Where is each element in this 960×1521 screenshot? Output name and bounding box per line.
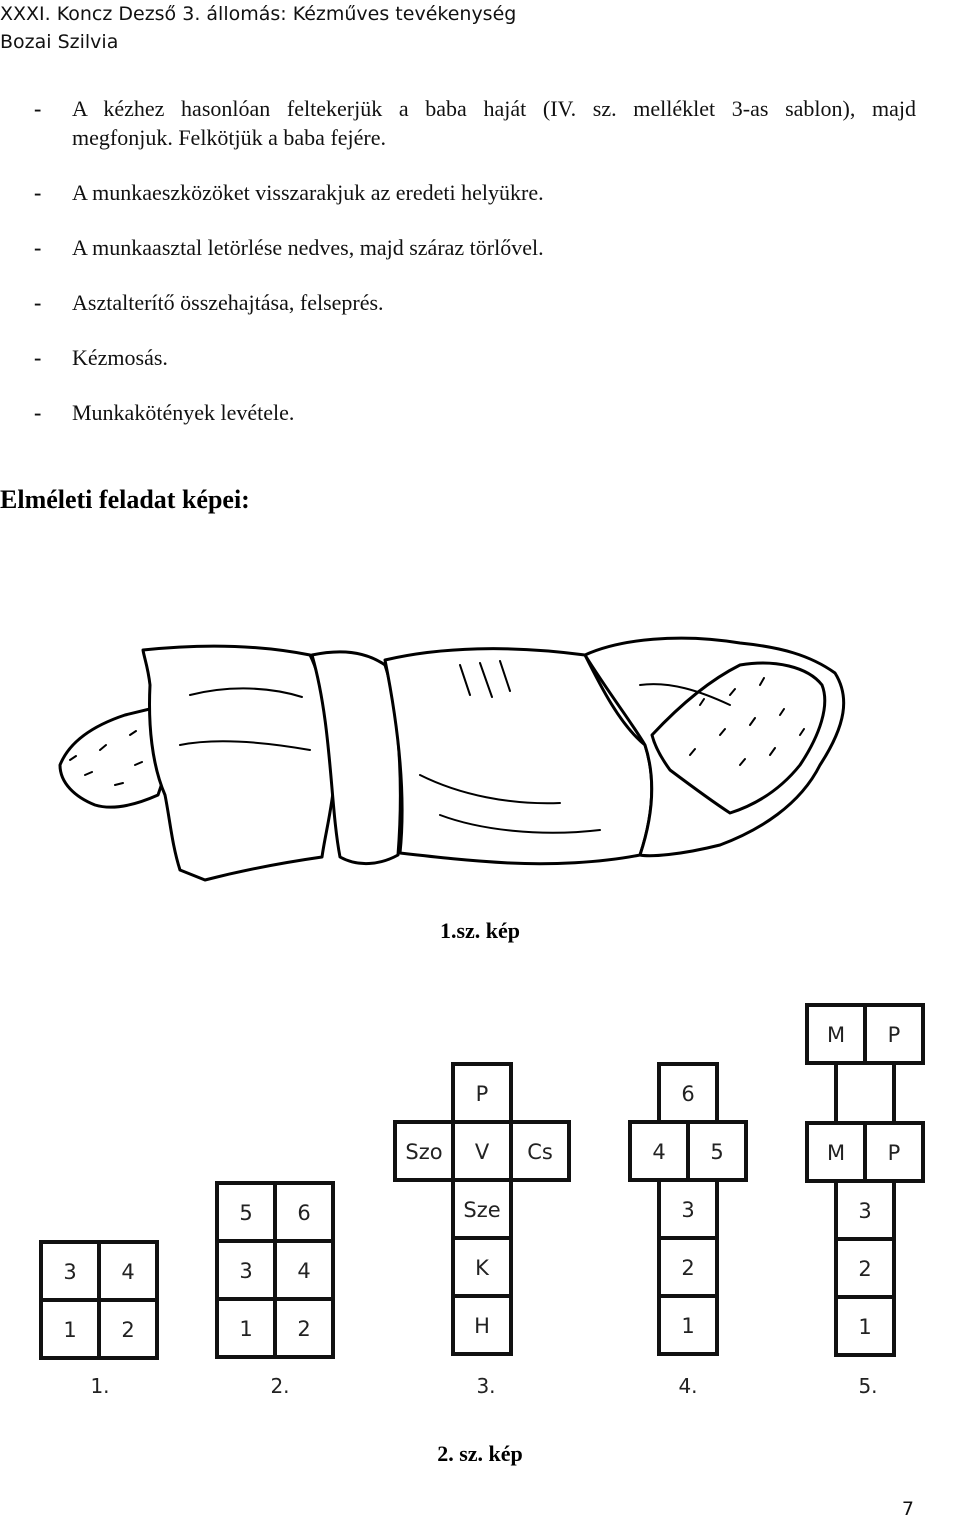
cell-label: 5 bbox=[239, 1201, 253, 1225]
step-text: megfonjuk. Felkötjük a baba fejére. bbox=[72, 125, 387, 150]
bullet-dash: - bbox=[34, 345, 42, 370]
cell-label: Sze bbox=[463, 1198, 501, 1222]
list-item bbox=[34, 94, 916, 152]
step-list bbox=[34, 94, 916, 427]
step-text: Kézmosás. bbox=[72, 345, 168, 370]
figure-2-caption: 2. sz. kép bbox=[437, 1441, 523, 1466]
cell-label: 2 bbox=[681, 1256, 695, 1280]
bullet-dash: - bbox=[34, 235, 42, 260]
bullet-dash: - bbox=[34, 96, 42, 121]
diagram-number: 2. bbox=[270, 1374, 290, 1398]
cell-label: 2 bbox=[297, 1317, 311, 1341]
cell-label: 2 bbox=[121, 1318, 135, 1342]
header-author: Bozai Szilvia bbox=[0, 31, 119, 53]
cell-label: 6 bbox=[681, 1082, 695, 1106]
diagram-number: 3. bbox=[476, 1374, 496, 1398]
section-title: Elméleti feladat képei: bbox=[0, 485, 250, 514]
cell-label: 1 bbox=[63, 1318, 77, 1342]
list-item bbox=[34, 288, 916, 317]
bullet-dash: - bbox=[34, 400, 42, 425]
hopscotch-diagram-5 bbox=[807, 1005, 923, 1398]
hopscotch-diagram-1 bbox=[41, 1242, 157, 1398]
bullet-dash: - bbox=[34, 180, 42, 205]
cell-label: 3 bbox=[858, 1199, 872, 1223]
cell-label: 4 bbox=[121, 1260, 135, 1284]
hopscotch-diagram-2 bbox=[217, 1183, 333, 1398]
header-title: XXXI. Koncz Dezső 3. állomás: Kézműves tevékenység bbox=[0, 3, 517, 25]
cell-label: K bbox=[475, 1256, 489, 1280]
diagram-number: 4. bbox=[678, 1374, 698, 1398]
cell-label: P bbox=[887, 1141, 901, 1165]
list-item bbox=[34, 233, 916, 262]
cell-label: 1 bbox=[858, 1315, 872, 1339]
cell-label: P bbox=[887, 1023, 901, 1047]
cell-label: 5 bbox=[710, 1140, 724, 1164]
step-text: Munkakötények levétele. bbox=[72, 400, 295, 425]
figure-1-caption: 1.sz. kép bbox=[439, 918, 521, 943]
list-item bbox=[34, 178, 916, 207]
step-text: Asztalterítő összehajtása, felseprés. bbox=[72, 290, 384, 315]
page-number: 7 bbox=[901, 1498, 914, 1520]
list-item bbox=[34, 343, 916, 372]
cell-label: 3 bbox=[681, 1198, 695, 1222]
hopscotch-diagrams bbox=[0, 995, 960, 1405]
cell-label: 4 bbox=[652, 1140, 666, 1164]
cell-label: Cs bbox=[527, 1140, 553, 1164]
swaddled-doll-illustration bbox=[40, 625, 860, 900]
page-header bbox=[0, 0, 516, 56]
cell-label: 4 bbox=[297, 1259, 311, 1283]
cell-label: 6 bbox=[297, 1201, 311, 1225]
cell-label: H bbox=[474, 1314, 490, 1338]
cell-label: V bbox=[474, 1140, 490, 1164]
cell-label: P bbox=[475, 1082, 489, 1106]
cell-label: 3 bbox=[63, 1260, 77, 1284]
cell-label: 1 bbox=[681, 1314, 695, 1338]
cell-label: 2 bbox=[858, 1257, 872, 1281]
cell-label: 3 bbox=[239, 1259, 253, 1283]
list-item bbox=[34, 398, 916, 427]
bullet-dash: - bbox=[34, 290, 42, 315]
hopscotch-diagram-3 bbox=[395, 1064, 569, 1398]
step-text: A munkaeszközöket visszarakjuk az eredeti helyükre. bbox=[72, 180, 544, 205]
diagram-number: 5. bbox=[858, 1374, 878, 1398]
diagram-number: 1. bbox=[90, 1374, 110, 1398]
cell-label: Szo bbox=[405, 1140, 443, 1164]
step-text: A kézhez hasonlóan feltekerjük a baba haját (IV. sz. melléklet 3-as sablon), majd bbox=[72, 96, 916, 121]
step-text: A munkaasztal letörlése nedves, majd száraz törlővel. bbox=[72, 235, 544, 260]
cell-label: 1 bbox=[239, 1317, 253, 1341]
hopscotch-diagram-4 bbox=[630, 1064, 746, 1398]
cell-label: M bbox=[826, 1023, 846, 1047]
cell-label: M bbox=[826, 1141, 846, 1165]
